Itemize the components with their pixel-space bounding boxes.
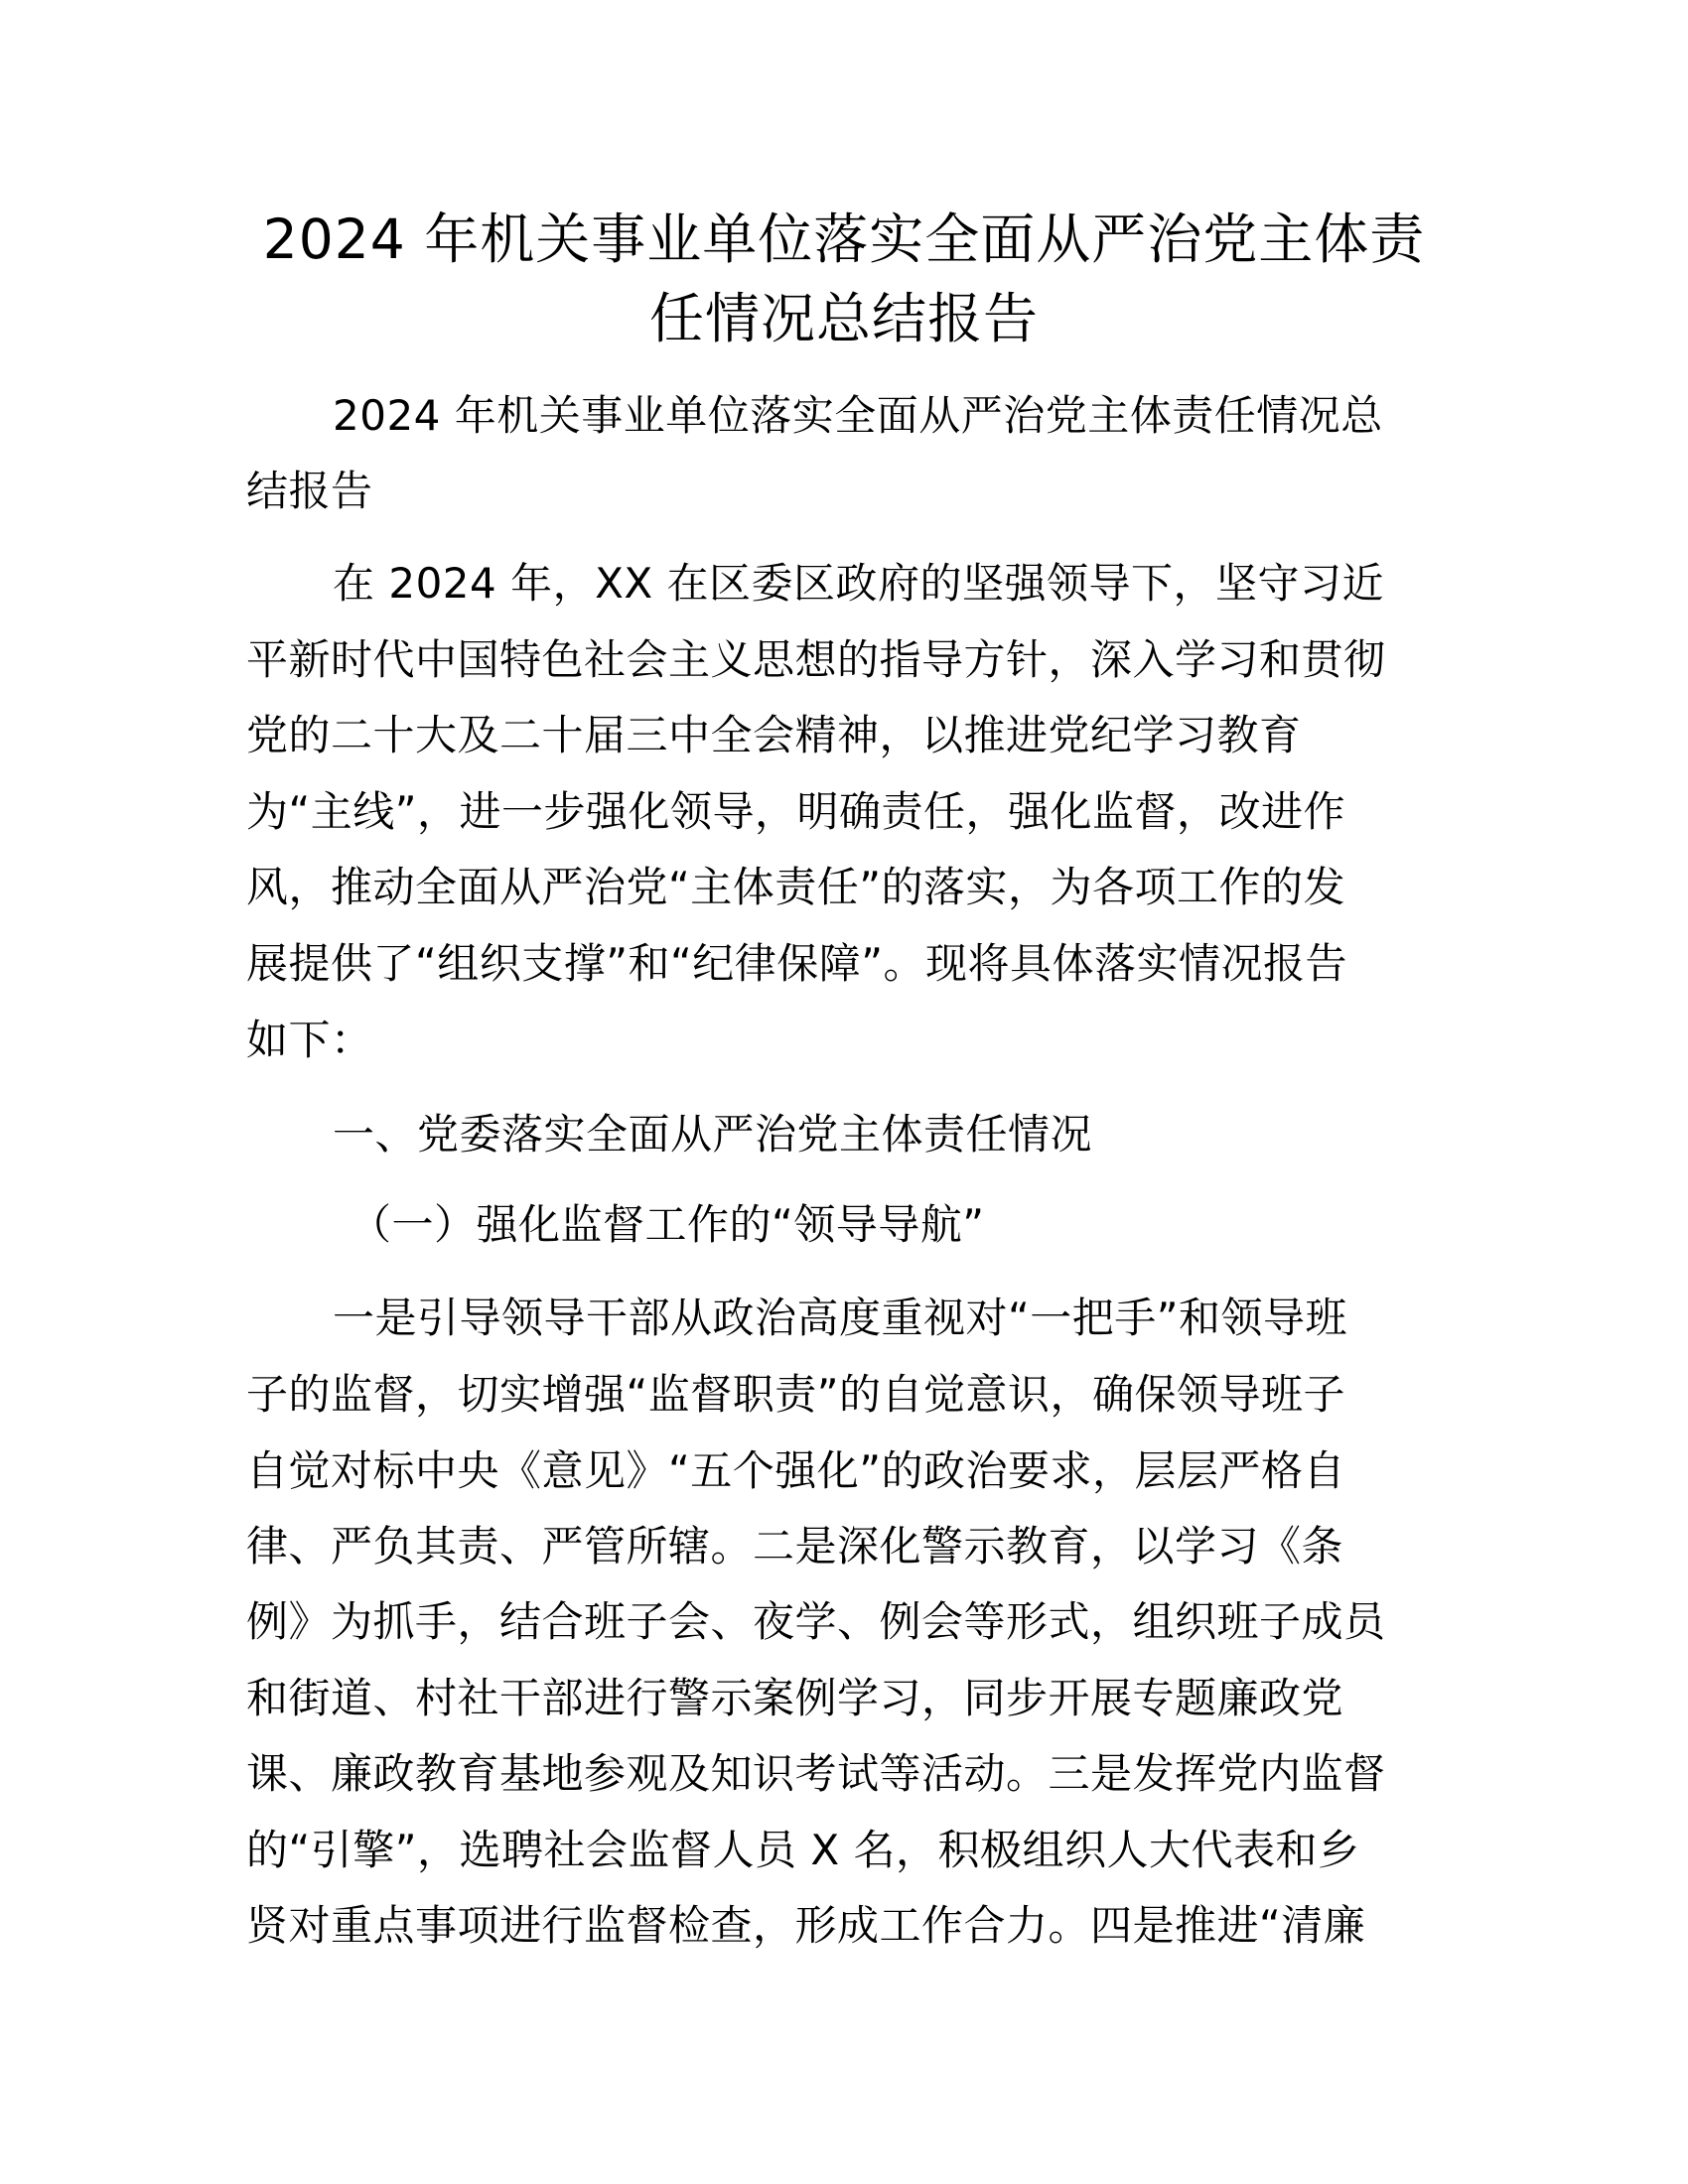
body-line-8: 的“引擎”，选聘社会监督人员 X 名，积极组织人大代表和乡 [246,1826,1360,1874]
document-title-line-1: 2024 年机关事业单位落实全面从严治党主体责 [262,207,1426,271]
section-1-sub-1-heading: （一）强化监督工作的“领导导航” [350,1200,985,1249]
intro-line-2: 平新时代中国特色社会主义思想的指导方针，深入学习和贯彻 [246,635,1386,684]
intro-line-7: 如下： [246,1016,373,1064]
intro-line-4: 为“主线”，进一步强化领导，明确责任，强化监督，改进作 [246,787,1346,836]
intro-line-1: 在 2024 年，XX 在区委区政府的坚强领导下，坚守习近 [333,559,1384,608]
body-line-9: 贤对重点事项进行监督检查，形成工作合力。四是推进“清廉 [246,1901,1366,1950]
body-line-4: 律、严负其责、严管所辖。二是深化警示教育，以学习《条 [246,1522,1344,1570]
intro-line-3: 党的二十大及二十届三中全会精神，以推进党纪学习教育 [246,711,1302,759]
subtitle-line-1: 2024 年机关事业单位落实全面从严治党主体责任情况总 [333,391,1383,440]
section-1-heading: 一、党委落实全面从严治党主体责任情况 [333,1110,1093,1159]
body-line-1: 一是引导领导干部从政治高度重视对“一把手”和领导班 [333,1294,1348,1342]
intro-line-5: 风，推动全面从严治党“主体责任”的落实，为各项工作的发 [246,863,1346,911]
body-line-6: 和街道、村社干部进行警示案例学习，同步开展专题廉政党 [246,1674,1344,1722]
intro-line-6: 展提供了“组织支撑”和“纪律保障”。现将具体落实情况报告 [246,939,1348,988]
subtitle-line-2: 结报告 [246,467,373,515]
document-title-line-2: 任情况总结报告 [648,287,1039,350]
body-line-2: 子的监督，切实增强“监督职责”的自觉意识，确保领导班子 [246,1370,1346,1419]
body-line-3: 自觉对标中央《意见》“五个强化”的政治要求，层层严格自 [246,1446,1346,1495]
body-line-7: 课、廉政教育基地参观及知识考试等活动。三是发挥党内监督 [246,1749,1386,1798]
body-line-5: 例》为抓手，结合班子会、夜学、例会等形式，组织班子成员 [246,1597,1386,1646]
